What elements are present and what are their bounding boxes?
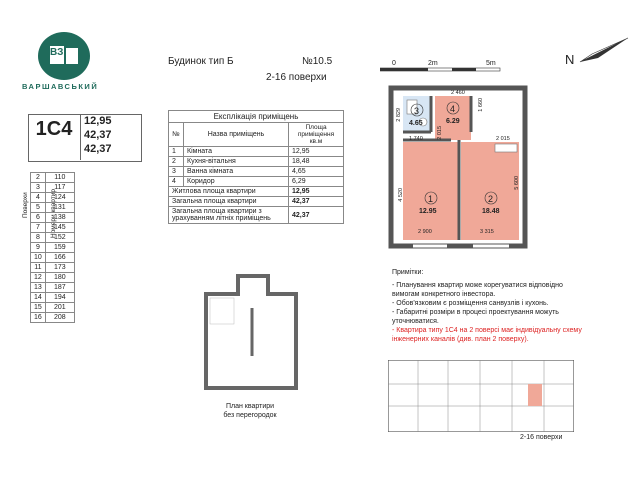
room-num: 4	[169, 177, 184, 187]
floor-number: 15	[31, 303, 46, 313]
highlighted-apartment	[528, 384, 542, 406]
floor-number: 7	[31, 223, 46, 233]
floor-row	[31, 273, 75, 283]
explication-row	[169, 167, 344, 177]
explication-title: Експлікація приміщень	[169, 111, 344, 123]
floor-number: 6	[31, 213, 46, 223]
dim-kitchen-top: 2 015	[496, 136, 510, 142]
apartment-number: 180	[45, 273, 74, 283]
floors-range: 2-16 поверхи	[266, 72, 327, 83]
total-label: Загальна площа квартири з урахуванням літніх приміщень	[169, 207, 289, 224]
apartment-code: 1С4	[35, 118, 73, 140]
note-item: - Планування квартир може корегуватися відповідно вимогам конкретного інвестора.	[392, 282, 563, 298]
room-3-area: 4.65	[409, 120, 423, 127]
total-label: Житлова площа квартири	[169, 187, 289, 197]
floor-row	[31, 183, 75, 193]
floor-row	[31, 313, 75, 323]
north-label: N	[565, 52, 575, 67]
apartment-number: 117	[45, 183, 74, 193]
floor-row	[31, 253, 75, 263]
total-value: 42,37	[289, 207, 344, 224]
scale-five: 5m	[486, 60, 496, 67]
floor-number: 8	[31, 233, 46, 243]
floor-number: 5	[31, 203, 46, 213]
floor-plan	[385, 82, 530, 254]
floor-number: 13	[31, 283, 46, 293]
note-item: - Обов'язковим є розміщення санвузлів і кухонь.	[392, 300, 549, 307]
total-value: 42,37	[289, 197, 344, 207]
floor-number: 9	[31, 243, 46, 253]
explication-total-row	[169, 187, 344, 197]
floor-row	[31, 223, 75, 233]
floor-row	[31, 213, 75, 223]
room-2	[461, 142, 519, 240]
floor-number: 2	[31, 173, 46, 183]
room-name: Ванна кімната	[184, 167, 289, 177]
room-4-area: 6.29	[446, 118, 460, 125]
logo	[38, 32, 90, 80]
north-arrow-icon	[578, 36, 630, 66]
bare-plan	[200, 268, 320, 398]
floor-row	[31, 263, 75, 273]
dim-bath: 1 740	[409, 136, 423, 142]
floor-overview-caption: 2-16 поверхи	[520, 434, 563, 441]
floor-row	[31, 243, 75, 253]
room-num: 3	[169, 167, 184, 177]
notes-red: - Квартира типу 1С4 на 2 поверсі має індивідуальну схему інженерних каналів (див. план 2 поверху).	[392, 327, 582, 343]
room-1-number: 1	[428, 194, 434, 204]
room-2-number: 2	[488, 194, 494, 204]
notes	[392, 268, 592, 344]
room-area: 6,29	[289, 177, 344, 187]
floor-number: 14	[31, 293, 46, 303]
room-4-number: 4	[450, 104, 456, 114]
floor-number: 11	[31, 263, 46, 273]
room-1-area: 12.95	[419, 208, 437, 215]
room-area: 18,48	[289, 157, 344, 167]
room-num: 2	[169, 157, 184, 167]
building-number: №10.5	[302, 56, 333, 67]
floor-number: 3	[31, 183, 46, 193]
explication-total-row	[169, 207, 344, 224]
apartment-number: 201	[45, 303, 74, 313]
floor-row	[31, 283, 75, 293]
dim-room1-w: 2 900	[418, 229, 432, 235]
apartment-number: 187	[45, 283, 74, 293]
floor-number: 12	[31, 273, 46, 283]
col-name: Назва приміщень	[184, 123, 289, 147]
room-area: 4,65	[289, 167, 344, 177]
logo-name: ВАРШАВСЬКИЙ	[22, 82, 99, 91]
dim-hall: 2 015	[437, 126, 443, 140]
room-3-number: 3	[414, 106, 420, 116]
notes-title: Примітки:	[392, 269, 424, 276]
room-name: Коридор	[184, 177, 289, 187]
apartment-number: 159	[45, 243, 74, 253]
bare-plan-caption-1: План квартири	[225, 403, 275, 410]
scale-zero: 0	[392, 60, 396, 67]
col-num: №	[169, 123, 184, 147]
floor-row	[31, 203, 75, 213]
floor-number: 16	[31, 313, 46, 323]
floor-row	[31, 193, 75, 203]
room-name: Кухня-вітальня	[184, 157, 289, 167]
explication-table	[168, 110, 344, 224]
apartment-number: 131	[45, 203, 74, 213]
explication-row	[169, 177, 344, 187]
room-area: 12,95	[289, 147, 344, 157]
total-label: Загальна площа квартири	[169, 197, 289, 207]
area-living: 12,95	[84, 115, 112, 127]
explication-row	[169, 157, 344, 167]
apartment-number: 194	[45, 293, 74, 303]
area-total: 42,37	[84, 129, 112, 141]
dim-niche: 1 660	[478, 98, 484, 112]
total-value: 12,95	[289, 187, 344, 197]
building-type: Будинок тип Б	[168, 56, 234, 67]
col-area: Площа приміщення кв.м	[289, 123, 344, 147]
room-num: 1	[169, 147, 184, 157]
apartment-number: 138	[45, 213, 74, 223]
dim-room2-w: 3 315	[480, 229, 494, 235]
area-total-summer: 42,37	[84, 143, 112, 155]
apartment-number: 166	[45, 253, 74, 263]
room-1	[403, 142, 459, 240]
apartment-number: 208	[45, 313, 74, 323]
apartment-number: 110	[45, 173, 74, 183]
bare-plan-caption-2: без перегородок	[223, 412, 277, 419]
floor-row	[31, 173, 75, 183]
room-name: Кімната	[184, 147, 289, 157]
floor-row	[31, 233, 75, 243]
logo-letters: ВЗ	[50, 47, 64, 58]
explication-total-row	[169, 197, 344, 207]
room-2-area: 18.48	[482, 208, 500, 215]
apartment-number: 145	[45, 223, 74, 233]
dim-room1-h: 4 520	[398, 188, 404, 202]
floors-label: Поверхи	[22, 192, 29, 218]
apartment-number: 173	[45, 263, 74, 273]
dim-room2-h: 5 600	[514, 176, 520, 190]
scale-two: 2m	[428, 60, 438, 67]
floor-overview	[388, 360, 574, 432]
floor-number: 4	[31, 193, 46, 203]
floors-table	[30, 172, 75, 323]
apt-numbers-label: Номери квартир	[50, 189, 57, 238]
explication-row	[169, 147, 344, 157]
apartment-number: 152	[45, 233, 74, 243]
dim-top: 2 460	[451, 90, 465, 96]
dim-bath-h: 2 829	[396, 108, 402, 122]
floor-row	[31, 303, 75, 313]
floor-number: 10	[31, 253, 46, 263]
scale-bar	[380, 66, 510, 74]
floor-row	[31, 293, 75, 303]
apartment-number: 124	[45, 193, 74, 203]
note-item: - Габаритні розміри в процесі проектування можуть уточнюватися.	[392, 309, 559, 325]
logo-mark-icon	[38, 32, 90, 80]
